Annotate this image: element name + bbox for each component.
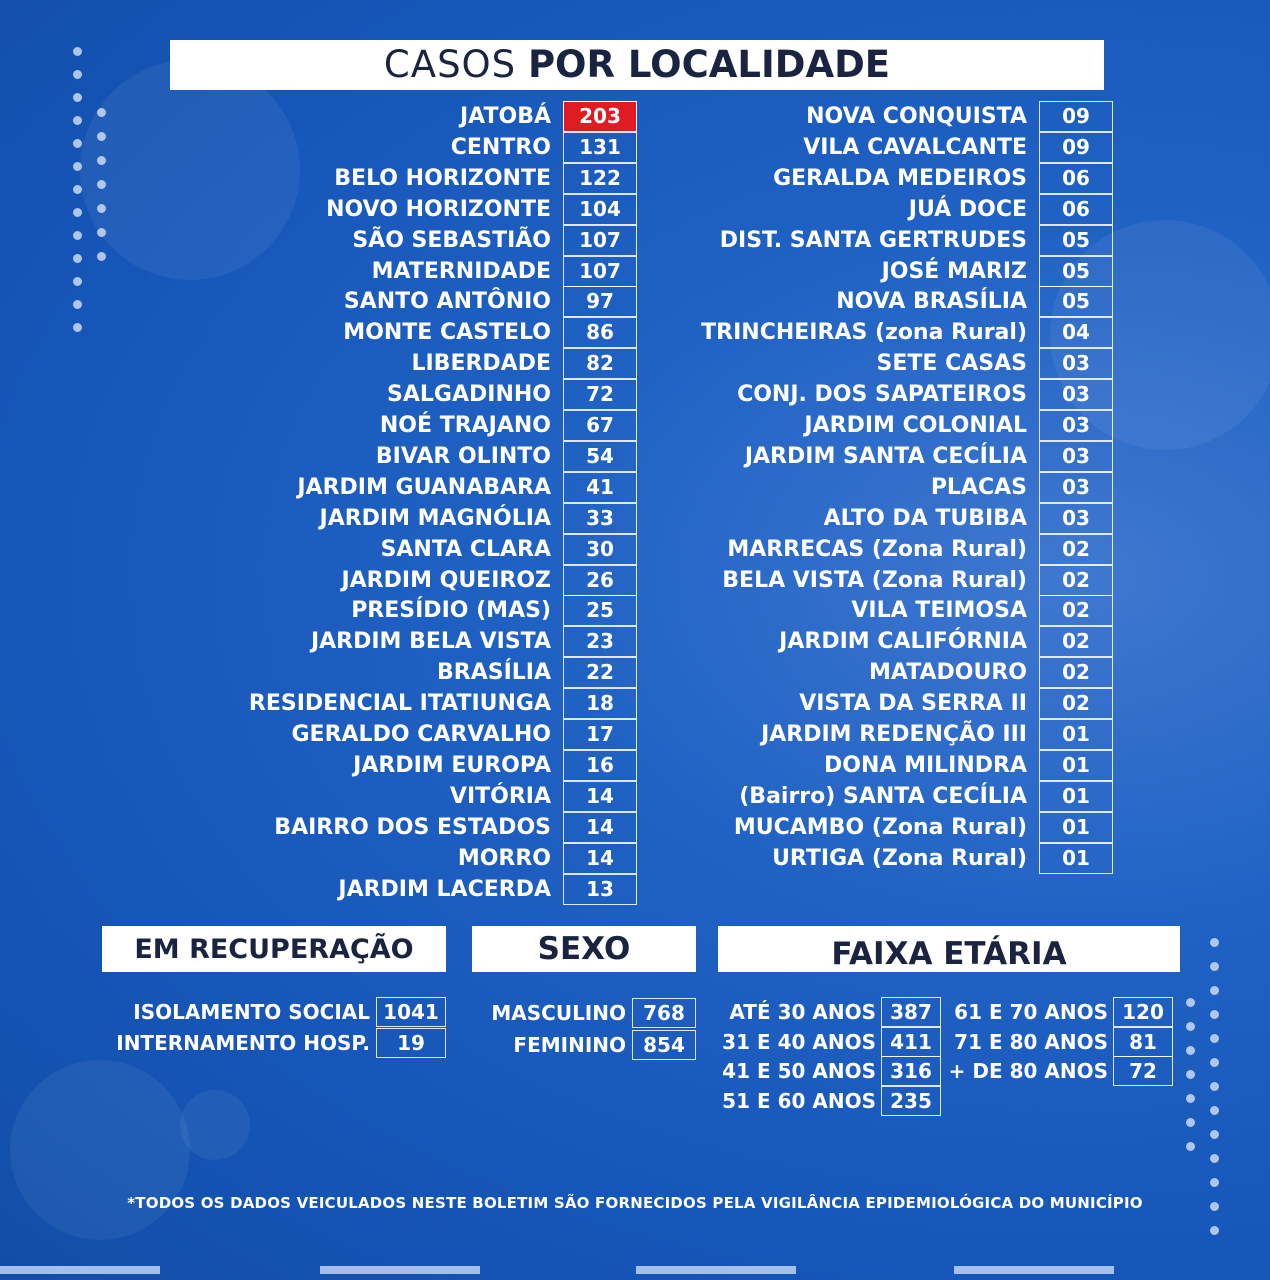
locality-name: VILA CAVALCANTE	[803, 134, 1027, 160]
sexo-value: 768	[632, 998, 696, 1028]
locality-row	[0, 565, 1119, 596]
locality-row	[0, 688, 1119, 719]
title-bold: POR LOCALIDADE	[527, 43, 891, 86]
locality-count: 17	[563, 719, 637, 750]
locality-name: JOSÉ MARIZ	[881, 258, 1027, 284]
dot	[1186, 1046, 1195, 1055]
recuperacao-header	[102, 926, 446, 972]
locality-count: 03	[1039, 472, 1113, 503]
locality-count: 33	[563, 503, 637, 534]
sexo-label: MASCULINO	[491, 1001, 626, 1025]
locality-name: JARDIM REDENÇÃO III	[761, 722, 1027, 747]
faixa-value: 411	[881, 1027, 941, 1057]
dot	[1210, 1034, 1219, 1043]
faixa-value: 235	[881, 1086, 941, 1116]
locality-row	[0, 626, 1119, 657]
locality-count: 03	[1039, 348, 1113, 379]
locality-row	[0, 874, 643, 905]
locality-name: JARDIM SANTA CECÍLIA	[744, 443, 1027, 469]
bottom-strip	[636, 1266, 796, 1274]
faixa-row	[0, 1086, 943, 1116]
dot	[1210, 986, 1219, 995]
dot	[1186, 1118, 1195, 1127]
locality-count: 06	[1039, 163, 1113, 194]
locality-count: 03	[1039, 503, 1113, 534]
locality-name: CENTRO	[450, 134, 551, 160]
locality-count: 203	[563, 101, 637, 132]
locality-count: 82	[563, 348, 637, 379]
sexo-title: SEXO	[537, 931, 631, 967]
locality-count: 67	[563, 410, 637, 441]
locality-count: 01	[1039, 843, 1113, 874]
locality-count: 05	[1039, 256, 1113, 287]
dot	[1186, 1142, 1195, 1151]
locality-count: 23	[563, 626, 637, 657]
dot	[1210, 1106, 1219, 1115]
faixa-header	[718, 926, 1180, 972]
faixa-row	[0, 997, 1175, 1027]
locality-row	[0, 503, 1119, 534]
locality-row	[0, 595, 1119, 626]
locality-count: 13	[563, 874, 637, 905]
faixa-value: 120	[1113, 997, 1173, 1027]
locality-name: JARDIM MAGNÓLIA	[319, 505, 551, 531]
locality-count: 01	[1039, 812, 1113, 843]
locality-count: 26	[563, 565, 637, 596]
locality-count: 122	[563, 163, 637, 194]
locality-row	[0, 472, 1119, 503]
footnote: *TODOS OS DADOS VEICULADOS NESTE BOLETIM SÃO FORNECIDOS PELA VIGILÂNCIA EPIDEMIOLÓGICA DO MUNICÍPIO	[127, 1194, 1143, 1212]
locality-name: NOVA BRASÍLIA	[836, 289, 1027, 315]
locality-count: 131	[563, 132, 637, 163]
dot	[1186, 998, 1195, 1007]
recuperacao-title: EM RECUPERAÇÃO	[134, 934, 414, 965]
locality-row	[0, 719, 1119, 750]
recuperacao-label: INTERNAMENTO HOSP.	[116, 1031, 370, 1055]
sexo-header	[472, 926, 696, 972]
locality-count: 03	[1039, 441, 1113, 472]
faixa-label: 41 E 50 ANOS	[722, 1059, 876, 1083]
locality-name: LIBERDADE	[411, 351, 551, 377]
faixa-label: 71 E 80 ANOS	[954, 1029, 1108, 1054]
locality-name: TRINCHEIRAS (zona Rural)	[701, 320, 1027, 346]
locality-count: 14	[563, 781, 637, 812]
locality-count: 01	[1039, 719, 1113, 750]
locality-row	[0, 286, 1119, 317]
dot	[1210, 1082, 1219, 1091]
dot	[1210, 1058, 1219, 1067]
locality-name: NOVA CONQUISTA	[806, 104, 1027, 129]
locality-count: 86	[563, 317, 637, 348]
locality-name: MATERNIDADE	[371, 258, 551, 284]
dot	[1186, 1022, 1195, 1031]
locality-name: SÃO SEBASTIÃO	[352, 227, 551, 253]
title-light: CASOS	[383, 43, 517, 86]
locality-name: (Bairro) SANTA CECÍLIA	[739, 783, 1027, 809]
locality-row	[0, 750, 1119, 781]
locality-count: 01	[1039, 750, 1113, 781]
locality-row	[0, 163, 1119, 194]
dot	[1186, 1094, 1195, 1103]
dot	[1210, 962, 1219, 971]
sexo-label: FEMININO	[513, 1033, 626, 1057]
locality-name: MUCAMBO (Zona Rural)	[733, 814, 1027, 840]
bottom-strip	[320, 1266, 480, 1274]
locality-name: DIST. SANTA GERTRUDES	[719, 227, 1027, 253]
faixa-label: ATÉ 30 ANOS	[729, 1000, 876, 1024]
locality-name: MARRECAS (Zona Rural)	[727, 536, 1027, 562]
locality-count: 54	[563, 441, 637, 472]
locality-name: RESIDENCIAL ITATIUNGA	[248, 691, 551, 717]
right-locality-list	[0, 101, 1120, 871]
dot	[1210, 1154, 1219, 1163]
locality-name: CONJ. DOS SAPATEIROS	[737, 382, 1027, 408]
locality-name: JARDIM CALIFÓRNIA	[779, 629, 1027, 655]
locality-count: 107	[563, 256, 637, 287]
locality-name: URTIGA (Zona Rural)	[772, 845, 1027, 871]
locality-name: BRASÍLIA	[437, 660, 551, 686]
locality-name: DONA MILINDRA	[824, 752, 1027, 778]
locality-name: SETE CASAS	[876, 351, 1027, 377]
faixa-row	[0, 1056, 1175, 1086]
faixa-label: 61 E 70 ANOS	[954, 1000, 1108, 1024]
dot	[1186, 1070, 1195, 1079]
locality-name: PRESÍDIO (MAS)	[351, 598, 551, 624]
locality-row	[0, 225, 1119, 256]
faixa-value: 72	[1113, 1056, 1173, 1086]
faixa-value: 316	[881, 1056, 941, 1086]
locality-row	[0, 843, 1119, 874]
locality-name: JARDIM COLONIAL	[804, 413, 1027, 438]
locality-row	[0, 781, 1119, 812]
dot	[1210, 1010, 1219, 1019]
locality-count: 41	[563, 472, 637, 503]
locality-name: GERALDA MEDEIROS	[773, 165, 1027, 191]
locality-count: 104	[563, 194, 637, 225]
recuperacao-value: 19	[376, 1028, 446, 1058]
recuperacao-label: ISOLAMENTO SOCIAL	[133, 1000, 370, 1024]
locality-count: 05	[1039, 286, 1113, 317]
locality-name: NOVO HORIZONTE	[326, 196, 551, 222]
locality-name: VITÓRIA	[449, 783, 551, 809]
locality-count: 02	[1039, 565, 1113, 596]
locality-row	[0, 132, 1119, 163]
locality-name: JARDIM EUROPA	[353, 752, 551, 778]
locality-row	[0, 256, 1119, 287]
faixa-label: + DE 80 ANOS	[948, 1059, 1108, 1083]
locality-name: BIVAR OLINTO	[375, 443, 551, 469]
locality-row	[0, 101, 1119, 132]
locality-count: 30	[563, 534, 637, 565]
locality-name: ALTO DA TUBIBA	[823, 505, 1027, 531]
locality-count: 97	[563, 286, 637, 317]
locality-count: 16	[563, 750, 637, 781]
locality-count: 72	[563, 379, 637, 410]
locality-row	[0, 657, 1119, 688]
dot	[73, 70, 82, 79]
locality-row	[0, 317, 1119, 348]
locality-count: 02	[1039, 688, 1113, 719]
locality-name: VISTA DA SERRA II	[799, 691, 1027, 717]
locality-count: 02	[1039, 534, 1113, 565]
locality-name: MONTE CASTELO	[343, 320, 551, 346]
locality-count: 09	[1039, 101, 1113, 132]
locality-row	[0, 348, 1119, 379]
page-title	[170, 40, 1104, 90]
locality-name: JARDIM LACERDA	[338, 876, 551, 902]
locality-count: 06	[1039, 194, 1113, 225]
locality-row	[0, 194, 1119, 225]
locality-count: 02	[1039, 595, 1113, 626]
sexo-value: 854	[632, 1030, 696, 1060]
locality-name: VILA TEIMOSA	[851, 598, 1027, 624]
locality-name: NOÉ TRAJANO	[379, 413, 551, 438]
locality-count: 14	[563, 843, 637, 874]
locality-count: 03	[1039, 379, 1113, 410]
locality-count: 02	[1039, 626, 1113, 657]
locality-row	[0, 379, 1119, 410]
locality-count: 107	[563, 225, 637, 256]
locality-name: SALGADINHO	[387, 382, 551, 408]
locality-count: 05	[1039, 225, 1113, 256]
locality-name: JARDIM GUANABARA	[297, 474, 551, 500]
locality-name: MORRO	[457, 845, 551, 871]
locality-name: SANTO ANTÔNIO	[343, 289, 551, 315]
bottom-strip	[954, 1266, 1114, 1274]
locality-count: 22	[563, 657, 637, 688]
faixa-title: FAIXA ETÁRIA	[831, 936, 1067, 972]
locality-name: GERALDO CARVALHO	[291, 722, 551, 747]
bottom-strip	[0, 1266, 160, 1274]
dot	[1210, 1226, 1219, 1235]
recuperacao-value: 1041	[376, 997, 446, 1027]
locality-name: MATADOURO	[868, 660, 1027, 686]
faixa-value: 81	[1113, 1027, 1173, 1057]
locality-name: PLACAS	[930, 474, 1027, 500]
locality-row	[0, 441, 1119, 472]
locality-count: 01	[1039, 781, 1113, 812]
locality-row	[0, 410, 1119, 441]
locality-name: JARDIM QUEIROZ	[341, 567, 551, 593]
locality-name: SANTA CLARA	[380, 536, 551, 562]
locality-count: 25	[563, 595, 637, 626]
dot	[1210, 938, 1219, 947]
faixa-row	[0, 1027, 1175, 1057]
faixa-label: 51 E 60 ANOS	[722, 1088, 876, 1113]
locality-name: JATOBÁ	[459, 104, 551, 129]
locality-row	[0, 812, 1119, 843]
locality-count: 18	[563, 688, 637, 719]
locality-name: JARDIM BELA VISTA	[310, 629, 551, 655]
dot	[1210, 1130, 1219, 1139]
locality-count: 04	[1039, 317, 1113, 348]
locality-name: BELO HORIZONTE	[334, 165, 551, 191]
locality-name: JUÁ DOCE	[908, 196, 1027, 222]
locality-count: 09	[1039, 132, 1113, 163]
dot	[73, 47, 82, 56]
faixa-label: 31 E 40 ANOS	[722, 1029, 876, 1054]
locality-count: 03	[1039, 410, 1113, 441]
locality-name: BELA VISTA (Zona Rural)	[722, 567, 1027, 593]
locality-row	[0, 534, 1119, 565]
locality-count: 14	[563, 812, 637, 843]
locality-name: BAIRRO DOS ESTADOS	[274, 814, 551, 840]
faixa-value: 387	[881, 997, 941, 1027]
locality-count: 02	[1039, 657, 1113, 688]
dot	[1210, 1178, 1219, 1187]
